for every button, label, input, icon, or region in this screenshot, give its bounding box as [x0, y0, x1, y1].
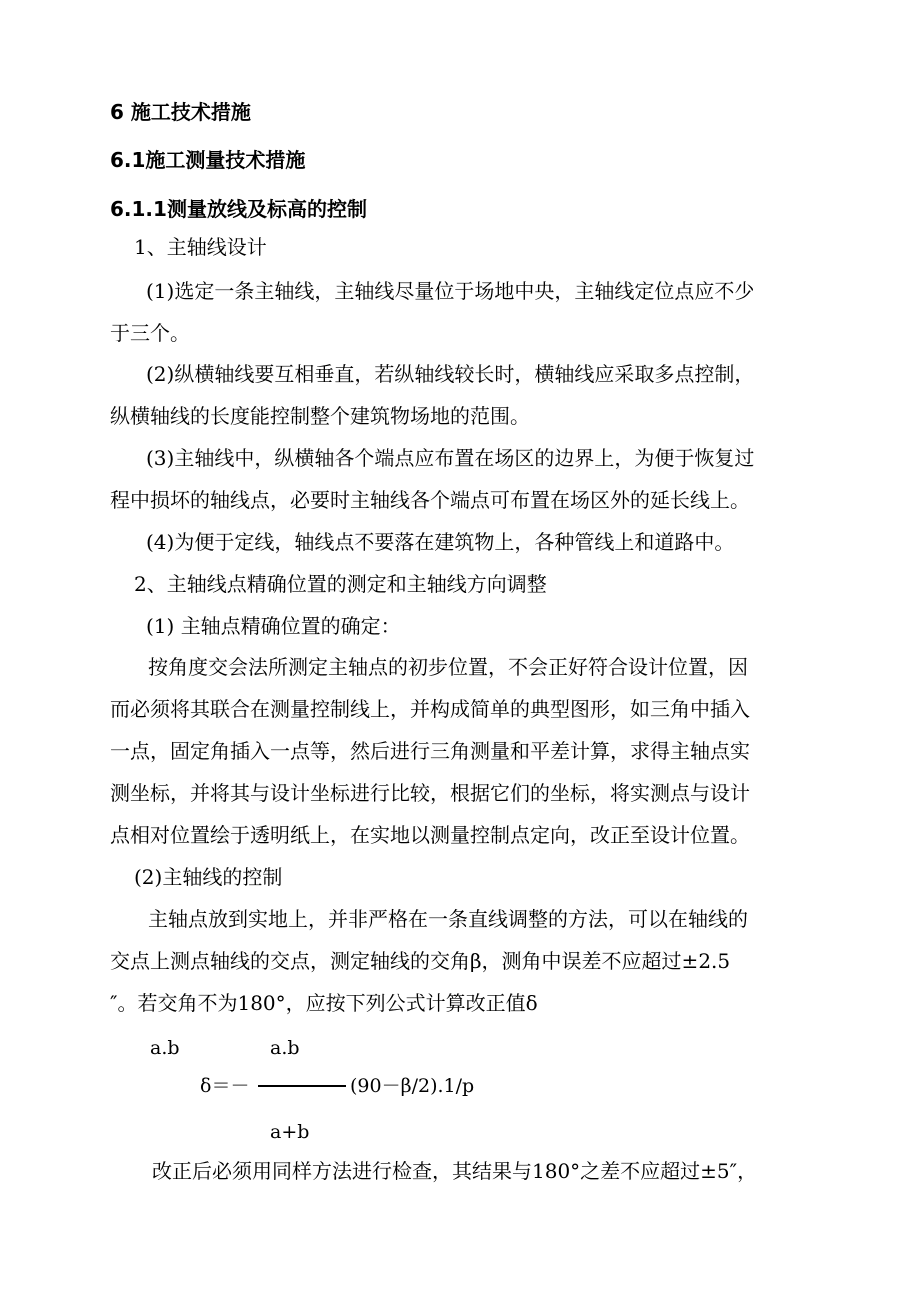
paragraph-line: 于三个。 [110, 321, 190, 345]
formula-left-label: a.b [150, 1037, 180, 1059]
formula-denominator: a+b [270, 1121, 310, 1143]
fraction-bar [258, 1085, 346, 1087]
paragraph-line: (4)为便于定线，轴线点不要落在建筑物上，各种管线上和道路中。 [146, 530, 735, 554]
paragraph-line: 交点上测点轴线的交点，测定轴线的交角β，测角中误差不应超过±2.5 [110, 949, 731, 973]
paragraph-line: 按角度交会法所测定主轴点的初步位置，不会正好符合设计位置，因 [148, 655, 748, 679]
paragraph-line: 程中损坏的轴线点，必要时主轴线各个端点可布置在场区外的延长线上。 [110, 488, 750, 512]
heading-level-2: 6.1施工测量技术措施 [110, 148, 306, 172]
section-2-title: 2、主轴线点精确位置的测定和主轴线方向调整 [134, 572, 547, 596]
section-1-title: 1、主轴线设计 [134, 235, 267, 259]
formula-rhs: (90－β/2).1/p [350, 1075, 475, 1097]
formula-numerator: a.b [270, 1037, 300, 1059]
paragraph-line: 主轴点放到实地上，并非严格在一条直线调整的方法，可以在轴线的 [148, 907, 748, 931]
paragraph-line: (3)主轴线中，纵横轴各个端点应布置在场区的边界上，为便于恢复过 [146, 446, 755, 470]
paragraph-line: 改正后必须用同样方法进行检查，其结果与180°之差不应超过±5″， [152, 1159, 758, 1183]
paragraph-line: 测坐标，并将其与设计坐标进行比较，根据它们的坐标，将实测点与设计 [110, 781, 750, 805]
heading-level-1: 6 施工技术措施 [110, 100, 251, 124]
formula-lhs: δ＝－ [200, 1075, 250, 1097]
paragraph-line: (1)选定一条主轴线，主轴线尽量位于场地中央，主轴线定位点应不少 [146, 279, 755, 303]
subsection-title: (2)主轴线的控制 [134, 865, 283, 889]
subsection-title: (1) 主轴点精确位置的确定： [146, 614, 401, 638]
paragraph-line: ″。若交角不为180°，应按下列公式计算改正值δ [110, 991, 538, 1015]
paragraph-line: 而必须将其联合在测量控制线上，并构成简单的典型图形，如三角中插入 [110, 697, 750, 721]
paragraph-line: 纵横轴线的长度能控制整个建筑物场地的范围。 [110, 404, 530, 428]
paragraph-line: (2)纵横轴线要互相垂直，若纵轴线较长时，横轴线应采取多点控制， [146, 362, 755, 386]
paragraph-line: 点相对位置绘于透明纸上，在实地以测量控制点定向，改正至设计位置。 [110, 823, 750, 847]
heading-level-3: 6.1.1测量放线及标高的控制 [110, 197, 367, 221]
paragraph-line: 一点，固定角插入一点等，然后进行三角测量和平差计算，求得主轴点实 [110, 739, 750, 763]
